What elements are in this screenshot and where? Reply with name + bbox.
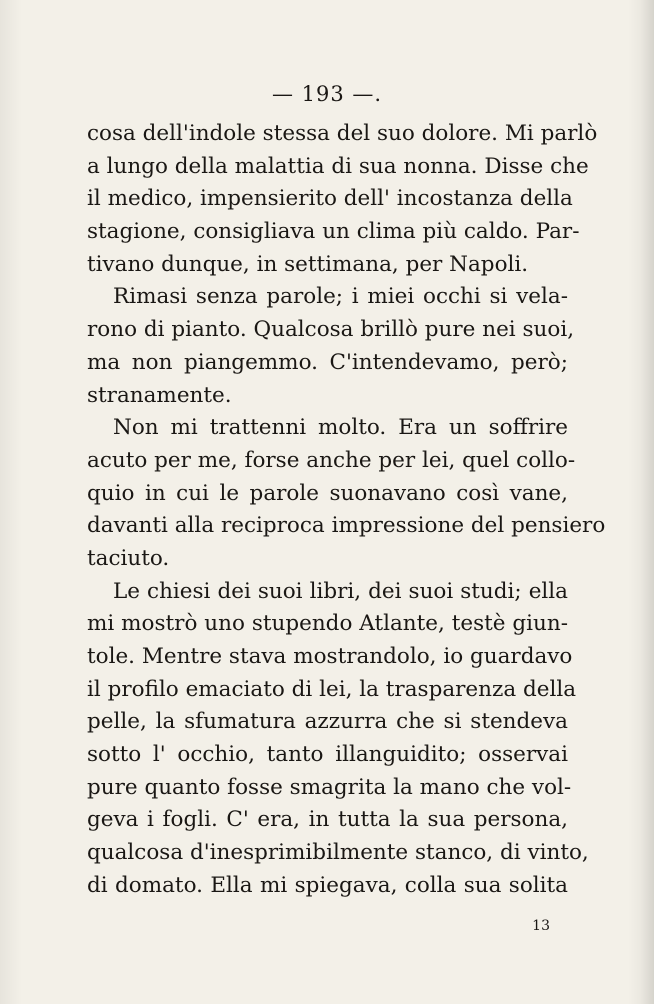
text-line: Rimasi senza parole; i miei occhi si vela-	[113, 284, 568, 310]
text-line: ma non piangemmo. C'intendevamo, però;	[87, 349, 568, 375]
body-text	[87, 118, 606, 903]
text-line: Le chiesi dei suoi libri, dei suoi studi; ella	[113, 578, 568, 604]
text-line: quio in cui le parole suonavano così vane,	[87, 480, 568, 506]
text-line: stranamente.	[87, 382, 232, 408]
signature-mark: 13	[532, 918, 550, 934]
text-line: il profilo emaciato di lei, la trasparenza della	[87, 676, 577, 702]
text-line: pure quanto fosse smagrita la mano che vol-	[87, 774, 572, 800]
text-line: mi mostrò uno stupendo Atlante, testè giun-	[87, 611, 568, 637]
text-line: cosa dell'indole stessa del suo dolore. Mi parlò	[87, 121, 598, 146]
text-line: davanti alla reciproca impressione del pensiero	[87, 513, 606, 539]
text-line: stagione, consigliava un clima più caldo. Par-	[87, 219, 580, 245]
text-line: Non mi trattenni molto. Era un soffrire	[113, 415, 568, 441]
text-line: pelle, la sfumatura azzurra che si stendeva	[87, 709, 568, 735]
page-number-header: — 193 —.	[271, 82, 383, 106]
text-line: geva i fogli. C' era, in tutta la sua persona,	[87, 807, 568, 833]
text-line: di domato. Ella mi spiegava, colla sua solita	[87, 872, 568, 898]
text-line: tivano dunque, in settimana, per Napoli.	[87, 251, 529, 277]
text-line: qualcosa d'inesprimibilmente stanco, di vinto,	[87, 840, 589, 866]
text-line: il medico, impensierito dell' incostanza della	[87, 186, 573, 212]
text-line: acuto per me, forse anche per lei, quel collo-	[87, 447, 576, 473]
text-line: tole. Mentre stava mostrandolo, io guardavo	[87, 644, 573, 669]
text-line: sotto l' occhio, tanto illanguidito; osservai	[87, 742, 568, 768]
text-line: a lungo della malattia di sua nonna. Disse che	[87, 153, 589, 179]
text-line: taciuto.	[87, 545, 170, 571]
text-line: rono di pianto. Qualcosa brillò pure nei suoi,	[87, 317, 575, 343]
